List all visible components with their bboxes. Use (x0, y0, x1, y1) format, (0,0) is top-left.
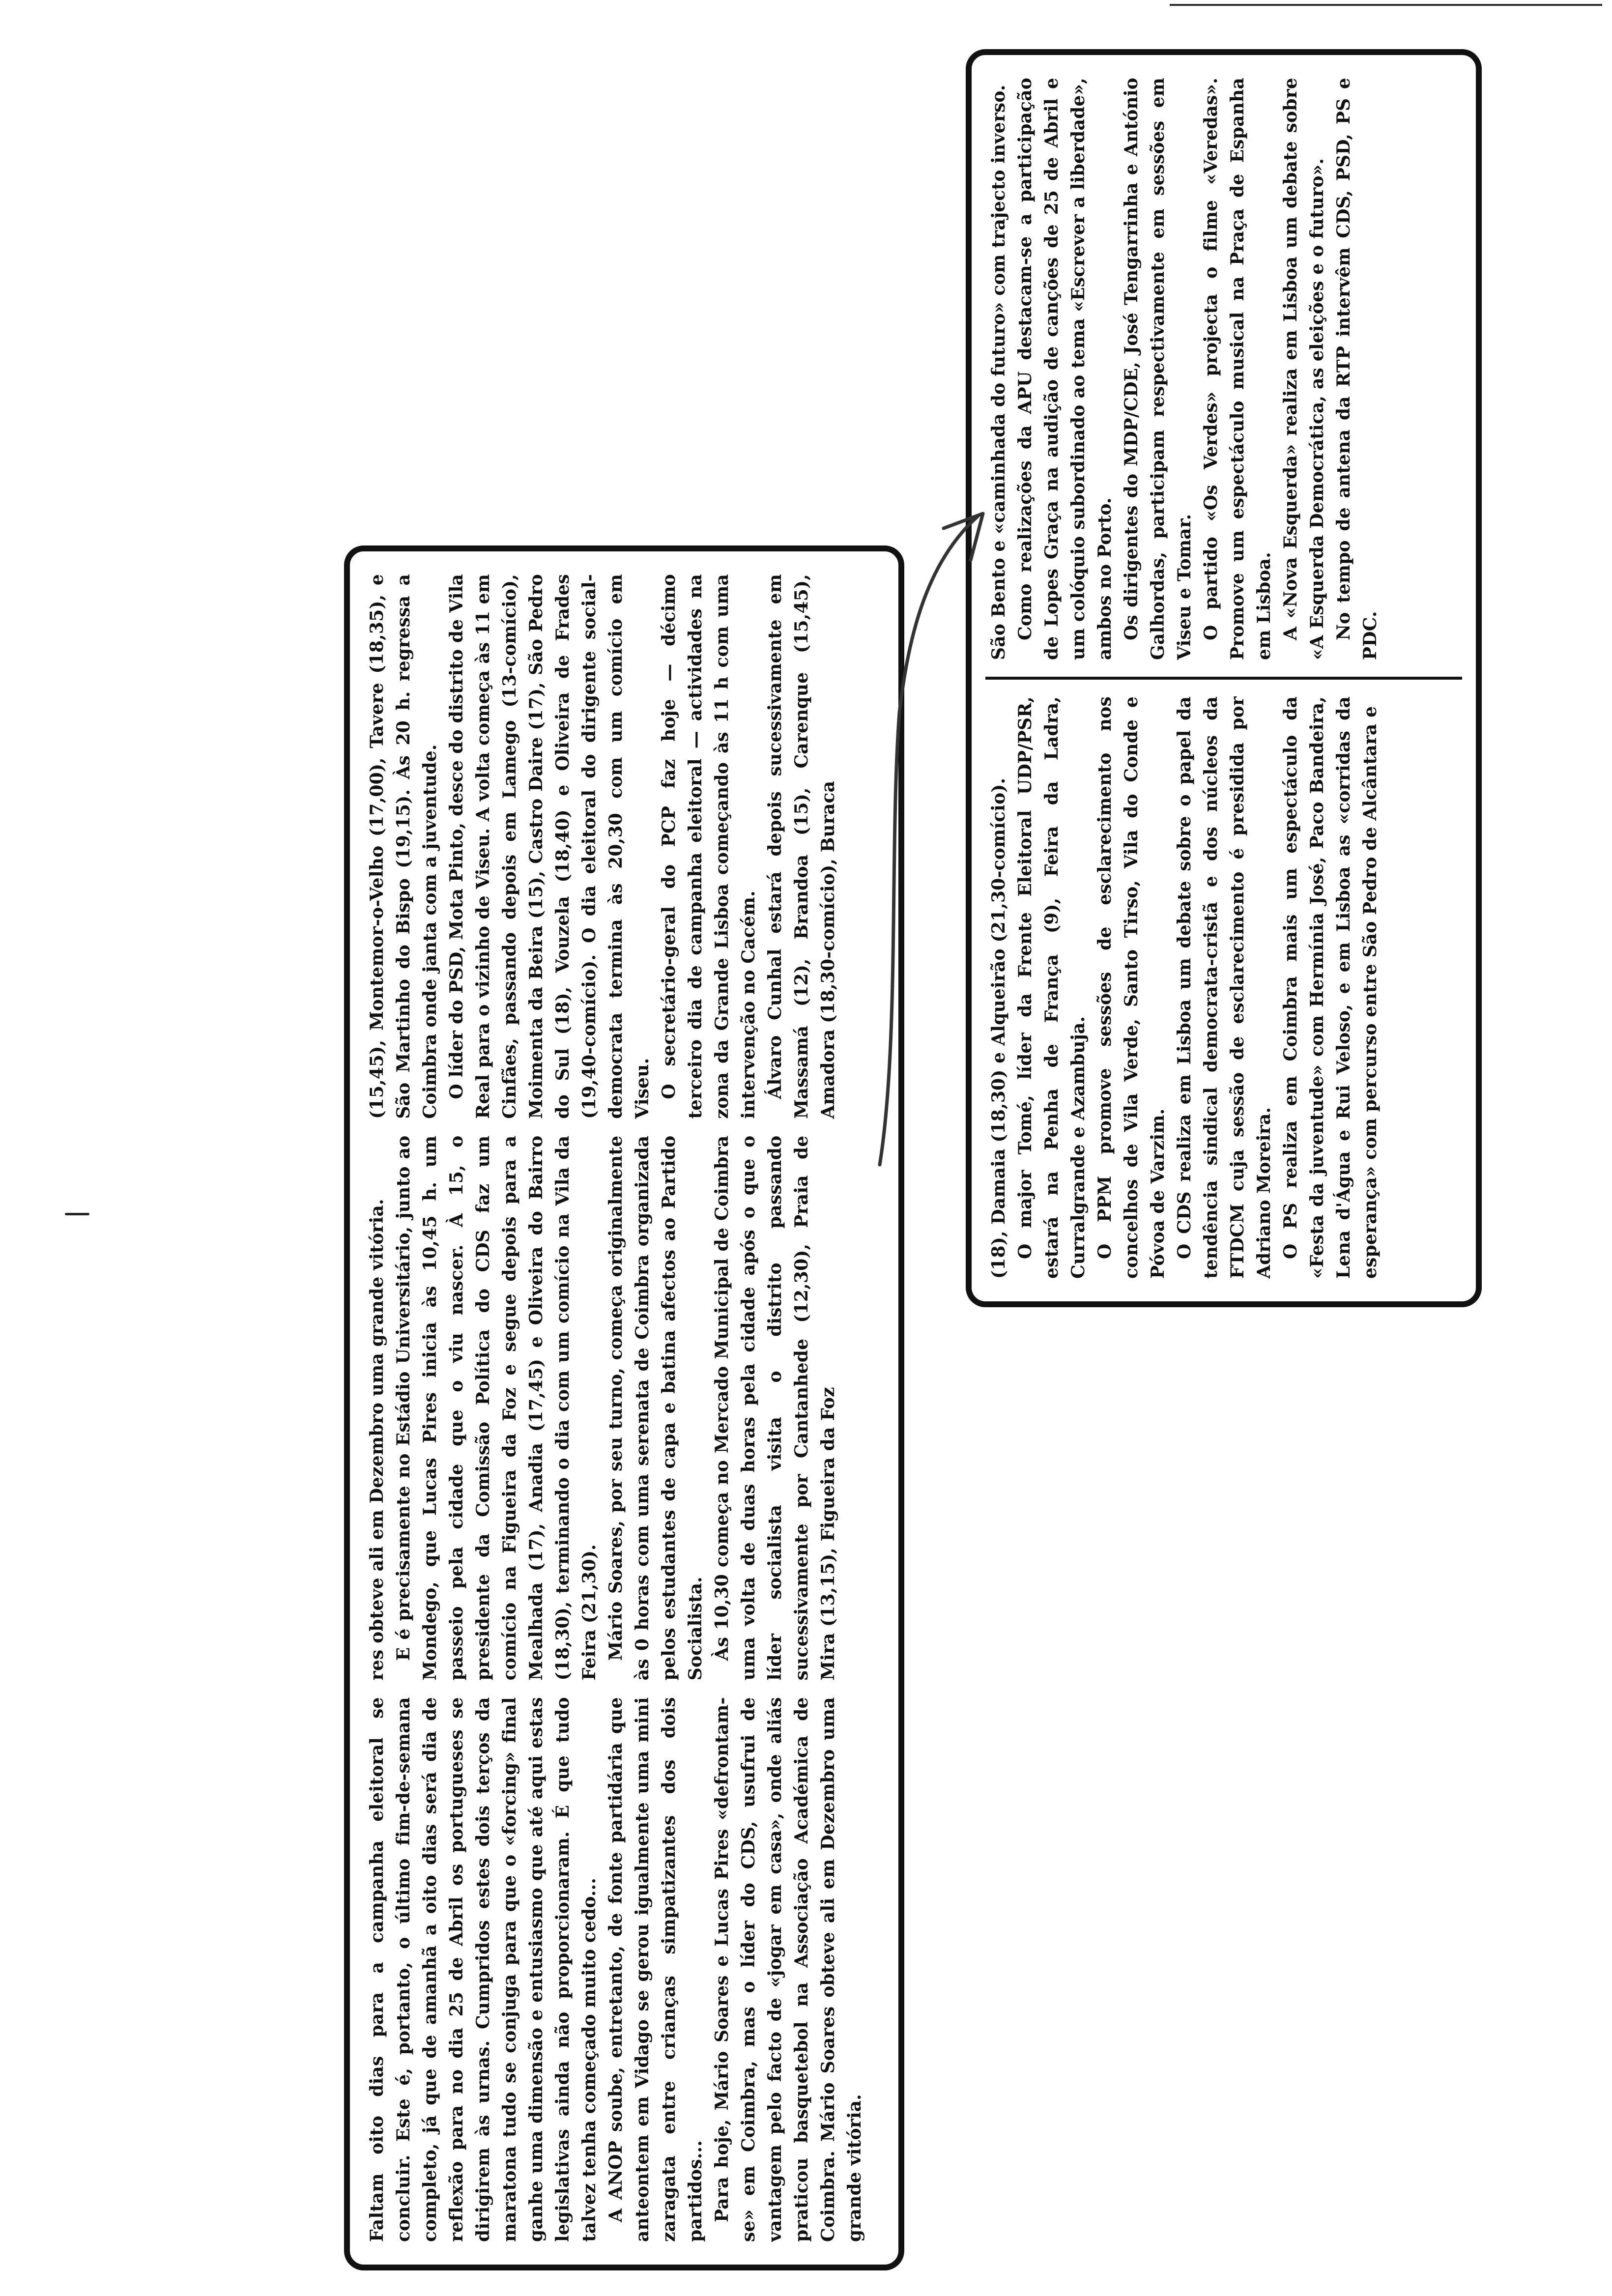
column-divider (985, 677, 1462, 680)
clipping-1-column-1 (364, 1697, 885, 2242)
paragraph: A ANOP soube, entretanto, de fonte partidária que anteontem em Vidago se gerou igualmente uma mini zaragata entre crianças simpatizantes dos dois partidos... (605, 1697, 706, 2242)
paragraph: Para hoje, Mário Soares e Lucas Pires «defrontam-se» em Coimbra, mas o líder do CDS, usufrui de vantagem pelo facto de «jogar em casa», onde aliás praticou basquetebol na Associação Académica de Coimbra. Mário Soares obteve ali em Dezembro uma grande vitória. (712, 1697, 865, 2242)
paragraph: (15,45), Montemor-o-Velho (17,00), Tavere (18,35), e São Martinho do Bispo (19,15). Às 20 h. regressa a Coimbra onde janta com a juventude. (367, 574, 440, 1119)
paragraph: O major Tomé, líder da Frente Eleitoral UDP/PSR, estará na Penha de França (9), Feira da Ladra, Curralgrande e Azambuja. (1015, 696, 1089, 1279)
clipping-2-column-1 (985, 696, 1462, 1279)
paragraph: O PPM promove sessões de esclarecimento nos concelhos de Vila Verde, Santo Tirso, Vila do Conde e Póvoa de Varzim. (1094, 696, 1168, 1279)
paragraph: O CDS realiza em Lisboa um debate sobre o papel da tendência sindical democrata-cristã e dos núcleos da FTDCM cuja sessão de esclarecimento é presidida por Adriano Moreira. (1174, 696, 1274, 1279)
scan-speck (65, 1213, 89, 1215)
paragraph: Como realizações da APU destacam-se a participação de Lopes Graça na audição de canções de 25 de Abril e um colóquio subordinado ao tema «Escrever a liberdade», ambos no Porto. (1015, 78, 1115, 660)
paragraph: Faltam oito dias para a campanha eleitoral se concluir. Este é, portanto, o último fim-de-semana completo, já que de amanhã a oito dias será dia de reflexão para no dia 25 de Abril os portugueses se dirigirem às urnas. Cumpridos estes dois terços da maratona tudo se conjuga para que o «forcing» final ganhe uma dimensão e entusiasmo que até aqui estas legislativas ainda não proporcionaram. É que tudo talvez tenha começado muito cedo... (367, 1697, 600, 2242)
paragraph: A «Nova Esquerda» realiza em Lisboa um debate sobre «A Esquerda Democrática, as eleições e o futuro». (1280, 78, 1327, 660)
paragraph: E é precisamente no Estádio Universitário, junto ao Mondego, que Lucas Pires inicia às 10,45 h. um passeio pela cidade que o viu nascer. À 15, o presidente da Comissão Política do CDS faz um comício na Figueira da Foz e segue depois para a Mealhada (17), Anadia (17,45) e Oliveira do Bairro (18,30), terminando o dia com um comício na Vila da Feira (21,30). (393, 1135, 600, 1681)
paragraph: res obteve ali em Dezembro uma grande vitória. (367, 1199, 387, 1681)
paragraph: O líder do PSD, Mota Pinto, desce do distrito de Vila Real para o vizinho de Viseu. A volta começa às 11 em Cinfães, passando depois em Lamego (13-comício), Moimenta da Beira (15), Castro Daire (17), São Pedro do Sul (18), Vouzela (18,40) e Oliveira de Frades (19,40-comício). O dia eleitoral do dirigente social-democrata termina às 20,30 com um comício em Viseu. (446, 574, 653, 1119)
paragraph: No tempo de antena da RTP intervêm CDS, PSD, PS e PDC. (1333, 78, 1381, 660)
clipping-1-column-2 (364, 1136, 885, 1681)
paragraph: São Bento e «caminhada do futuro» com trajecto inverso. (988, 85, 1009, 660)
hand-drawn-arrow-icon (870, 501, 998, 1170)
clipping-2-column-2 (985, 78, 1462, 660)
paragraph: (18), Damaia (18,30) e Alqueirão (21,30-comício). (988, 777, 1009, 1279)
paragraph: O partido «Os Verdes» projecta o filme «Veredas». Promove um espectáculo musical na Praça de Espanha em Lisboa. (1201, 78, 1274, 660)
newspaper-clipping-1 (344, 545, 904, 2270)
paragraph: Às 10,30 começa no Mercado Municipal de Coimbra uma volta de duas horas pela cidade após o que o líder socialista visita o distrito passando sucessivamente por Cantanhede (12,30), Praia de Mira (13,15), Figueira da Foz (712, 1135, 838, 1681)
paragraph: Os dirigentes do MDP/CDE, José Tengarrinha e António Galhordas, participam respectivamente em sessões em Viseu e Tomar. (1121, 78, 1195, 660)
paragraph: Álvaro Cunhal estará depois sucessivamente em Massamá (12), Brandoa (15), Carenque (15,45), Amadora (18,30-comício), Buraca (765, 574, 838, 1119)
paragraph: O secretário-geral do PCP faz hoje — décimo terceiro dia de campanha eleitoral — actividades na zona da Grande Lisboa começando às 11 h com uma intervenção no Cacém. (659, 574, 759, 1119)
paragraph: O PS realiza em Coimbra mais um espectáculo da «Festa da juventude» com Hermínia José, Paco Bandeira, Lena d'Água e Rui Veloso, e em Lisboa as «corridas da esperança» com percurso entre São Pedro de Alcântara e (1280, 696, 1381, 1279)
paragraph: Mário Soares, por seu turno, começa originalmente às 0 horas com uma serenata de Coimbra organizada pelos estudantes de capa e batina afectos ao Partido Socialista. (605, 1135, 706, 1681)
clipping-1-column-3 (364, 574, 885, 1119)
newspaper-clipping-2 (966, 49, 1482, 1307)
scan-edge-line (1170, 4, 1602, 6)
